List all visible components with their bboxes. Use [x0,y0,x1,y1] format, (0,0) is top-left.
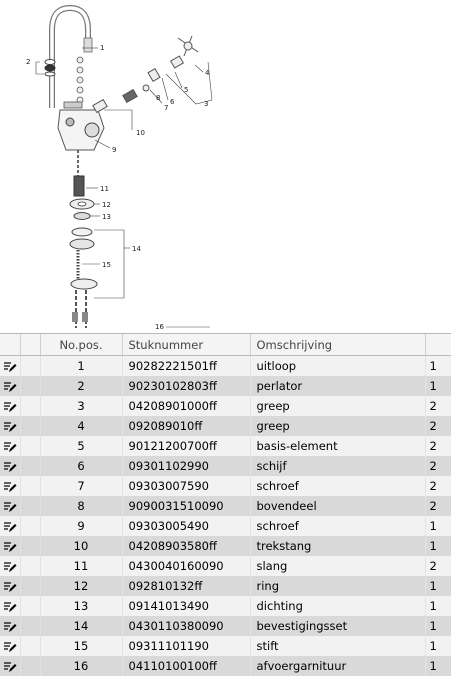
row-qty: 2 [425,396,451,416]
row-edit-cell[interactable] [0,416,20,436]
callout-12: 12 [102,201,111,209]
header-number[interactable]: Stuknummer [122,334,250,356]
row-spacer [20,516,40,536]
parts-table [0,333,451,676]
edit-list-icon[interactable] [3,381,17,393]
table-row[interactable] [0,436,451,456]
row-qty: 1 [425,596,451,616]
callout-14: 14 [132,245,141,253]
row-number: 0430040160090 [122,556,250,576]
row-pos: 9 [40,516,122,536]
edit-list-icon[interactable] [3,581,17,593]
table-row[interactable] [0,396,451,416]
row-description: trekstang [250,536,425,556]
row-spacer [20,556,40,576]
row-number: 04110100100ff [122,656,250,676]
table-row[interactable] [0,556,451,576]
edit-list-icon[interactable] [3,601,17,613]
table-header-row [0,334,451,356]
table-row[interactable] [0,456,451,476]
row-number: 04208901000ff [122,396,250,416]
edit-list-icon[interactable] [3,421,17,433]
table-row[interactable] [0,636,451,656]
row-description: schijf [250,456,425,476]
row-pos: 3 [40,396,122,416]
row-edit-cell[interactable] [0,356,20,377]
callout-4: 4 [205,69,210,77]
table-row[interactable] [0,596,451,616]
row-spacer [20,576,40,596]
table-row[interactable] [0,616,451,636]
row-number: 0430110380090 [122,616,250,636]
row-spacer [20,476,40,496]
row-description: slang [250,556,425,576]
row-qty: 2 [425,556,451,576]
row-edit-cell[interactable] [0,396,20,416]
parts-table-body [0,356,451,677]
row-number: 09303007590 [122,476,250,496]
row-spacer [20,616,40,636]
callout-15: 15 [102,261,111,269]
row-edit-cell[interactable] [0,616,20,636]
row-spacer [20,416,40,436]
callout-6: 6 [170,98,175,106]
row-qty: 1 [425,616,451,636]
row-description: schroef [250,516,425,536]
row-qty: 1 [425,376,451,396]
callout-10: 10 [136,129,145,137]
edit-list-icon[interactable] [3,441,17,453]
row-edit-cell[interactable] [0,496,20,516]
table-row[interactable] [0,376,451,396]
callout-5: 5 [184,86,189,94]
row-spacer [20,436,40,456]
edit-list-icon[interactable] [3,401,17,413]
row-number: 09141013490 [122,596,250,616]
row-number: 09301102990 [122,456,250,476]
edit-list-icon[interactable] [3,521,17,533]
callout-1: 1 [100,44,105,52]
row-pos: 15 [40,636,122,656]
row-pos: 8 [40,496,122,516]
row-qty: 1 [425,636,451,656]
table-row[interactable] [0,356,451,377]
row-pos: 13 [40,596,122,616]
row-description: ring [250,576,425,596]
row-qty: 1 [425,516,451,536]
row-edit-cell[interactable] [0,436,20,456]
row-edit-cell[interactable] [0,536,20,556]
edit-list-icon[interactable] [3,641,17,653]
row-number: 90121200700ff [122,436,250,456]
row-edit-cell[interactable] [0,376,20,396]
row-pos: 7 [40,476,122,496]
row-description: bovendeel [250,496,425,516]
row-spacer [20,536,40,556]
row-edit-cell[interactable] [0,516,20,536]
row-pos: 11 [40,556,122,576]
row-description: bevestigingsset [250,616,425,636]
row-spacer [20,456,40,476]
row-qty: 2 [425,476,451,496]
row-edit-cell[interactable] [0,636,20,656]
row-edit-cell[interactable] [0,556,20,576]
callout-13: 13 [102,213,111,221]
edit-list-icon[interactable] [3,461,17,473]
edit-list-icon[interactable] [3,361,17,373]
row-qty: 2 [425,416,451,436]
row-number: 90282221501ff [122,356,250,377]
row-number: 09303005490 [122,516,250,536]
table-row[interactable] [0,496,451,516]
row-number: 90230102803ff [122,376,250,396]
row-description: greep [250,396,425,416]
table-row[interactable] [0,416,451,436]
edit-list-icon[interactable] [3,661,17,673]
row-number: 04208903580ff [122,536,250,556]
row-number: 092089010ff [122,416,250,436]
row-spacer [20,596,40,616]
row-pos: 10 [40,536,122,556]
table-row[interactable] [0,516,451,536]
row-description: perlator [250,376,425,396]
table-row[interactable] [0,476,451,496]
row-qty: 1 [425,576,451,596]
callout-7: 7 [164,104,169,112]
row-pos: 1 [40,356,122,377]
edit-list-icon[interactable] [3,501,17,513]
row-edit-cell[interactable] [0,576,20,596]
row-description: afvoergarnituur [250,656,425,676]
header-spacer [20,334,40,356]
row-description: dichting [250,596,425,616]
row-pos: 6 [40,456,122,476]
row-number: 9090031510090 [122,496,250,516]
edit-list-icon[interactable] [3,621,17,633]
row-pos: 2 [40,376,122,396]
exploded-parts-diagram [0,0,451,333]
row-edit-cell[interactable] [0,596,20,616]
row-spacer [20,356,40,377]
row-edit-cell[interactable] [0,476,20,496]
callout-8: 8 [156,94,161,102]
row-description: uitloop [250,356,425,377]
header-qty[interactable] [425,334,451,356]
table-row[interactable] [0,536,451,556]
faucet-drawing [0,0,451,333]
callout-16: 16 [155,323,164,331]
header-pos[interactable]: No.pos. [40,334,122,356]
row-description: schroef [250,476,425,496]
row-qty: 2 [425,456,451,476]
edit-list-icon[interactable] [3,541,17,553]
edit-list-icon[interactable] [3,561,17,573]
row-description: stift [250,636,425,656]
row-pos: 4 [40,416,122,436]
row-qty: 2 [425,436,451,456]
row-qty: 1 [425,536,451,556]
table-row[interactable] [0,656,451,676]
callout-11: 11 [100,185,109,193]
edit-list-icon[interactable] [3,481,17,493]
callout-9: 9 [112,146,117,154]
row-pos: 5 [40,436,122,456]
row-spacer [20,376,40,396]
row-qty: 2 [425,496,451,516]
row-description: greep [250,416,425,436]
row-pos: 14 [40,616,122,636]
row-spacer [20,396,40,416]
row-pos: 12 [40,576,122,596]
row-spacer [20,656,40,676]
row-qty: 1 [425,356,451,377]
row-edit-cell[interactable] [0,456,20,476]
row-pos: 16 [40,656,122,676]
table-row[interactable] [0,576,451,596]
row-number: 09311101190 [122,636,250,656]
row-number: 092810132ff [122,576,250,596]
row-qty: 1 [425,656,451,676]
row-description: basis-element [250,436,425,456]
callout-3: 3 [204,100,209,108]
row-spacer [20,636,40,656]
header-description[interactable]: Omschrijving [250,334,425,356]
row-spacer [20,496,40,516]
row-edit-cell[interactable] [0,656,20,676]
callout-2: 2 [26,58,31,66]
header-icon [0,334,20,356]
